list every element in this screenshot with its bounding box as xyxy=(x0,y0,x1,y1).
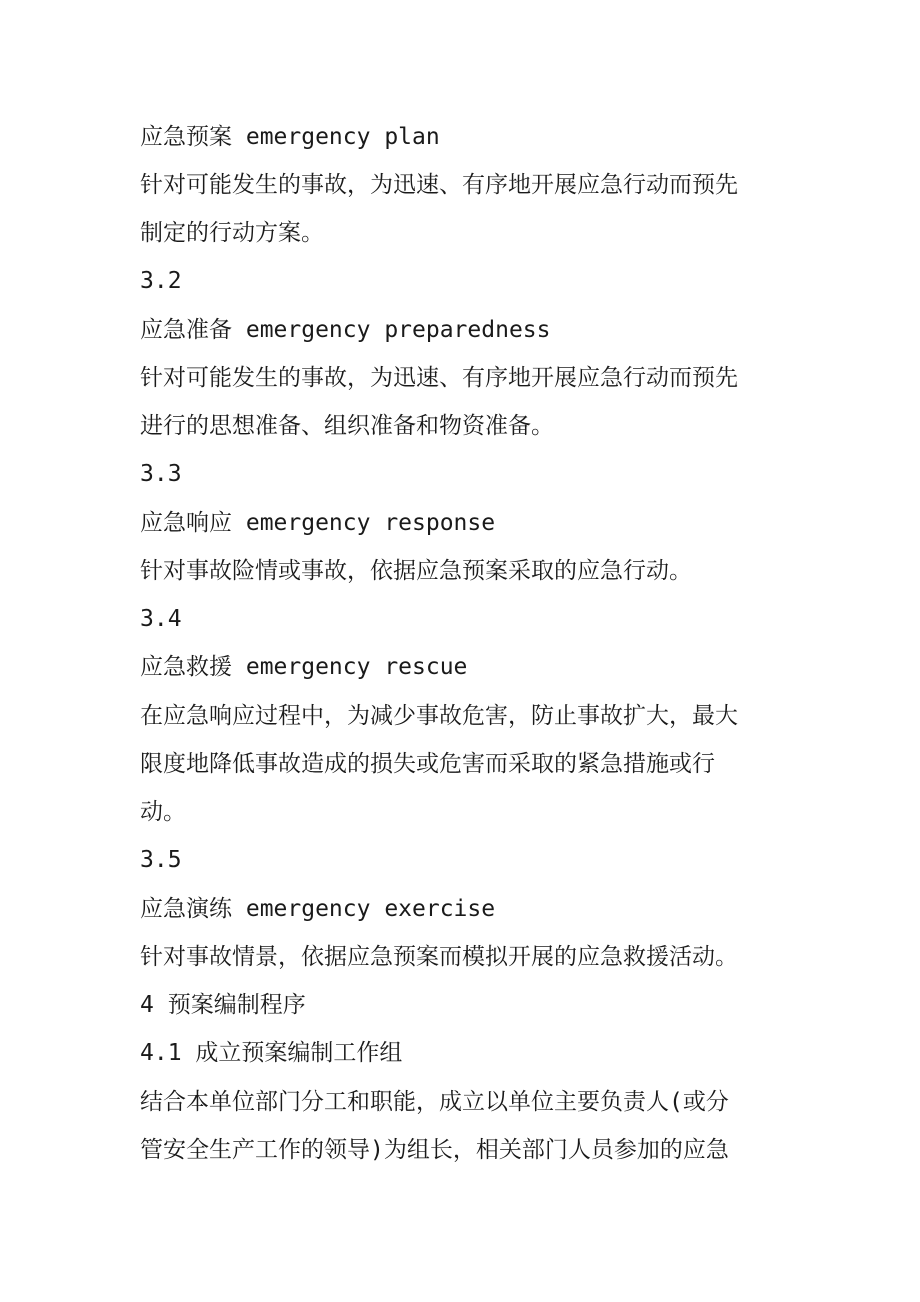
definition-line: 在应急响应过程中，为减少事故危害，防止事故扩大，最大 xyxy=(140,703,738,729)
definition-line: 进行的思想准备、组织准备和物资准备。 xyxy=(140,413,554,439)
section-number: 3.4 xyxy=(140,606,182,632)
definition-line: 动。 xyxy=(140,799,186,825)
term-title-emergency-preparedness: 应急准备 emergency preparedness xyxy=(140,317,551,343)
section-heading: 4 预案编制程序 xyxy=(140,992,306,1018)
term-title-emergency-exercise: 应急演练 emergency exercise xyxy=(140,896,496,922)
definition-line: 针对可能发生的事故，为迅速、有序地开展应急行动而预先 xyxy=(140,365,738,391)
subsection-heading: 4.1 成立预案编制工作组 xyxy=(140,1040,403,1066)
section-number: 3.3 xyxy=(140,461,182,487)
definition-line: 针对事故情景，依据应急预案而模拟开展的应急救援活动。 xyxy=(140,944,738,970)
term-title-emergency-plan: 应急预案 emergency plan xyxy=(140,124,440,150)
definition-line: 制定的行动方案。 xyxy=(140,220,324,246)
section-number: 3.5 xyxy=(140,847,182,873)
section-number: 3.2 xyxy=(140,268,182,294)
term-title-emergency-rescue: 应急救援 emergency rescue xyxy=(140,654,468,680)
definition-line: 针对可能发生的事故，为迅速、有序地开展应急行动而预先 xyxy=(140,172,738,198)
term-title-emergency-response: 应急响应 emergency response xyxy=(140,510,496,536)
body-line: 结合本单位部门分工和职能，成立以单位主要负责人(或分 xyxy=(140,1089,729,1115)
body-line: 管安全生产工作的领导)为组长，相关部门人员参加的应急 xyxy=(140,1137,729,1163)
definition-line: 限度地降低事故造成的损失或危害而采取的紧急措施或行 xyxy=(140,751,715,777)
definition-line: 针对事故险情或事故，依据应急预案采取的应急行动。 xyxy=(140,558,692,584)
